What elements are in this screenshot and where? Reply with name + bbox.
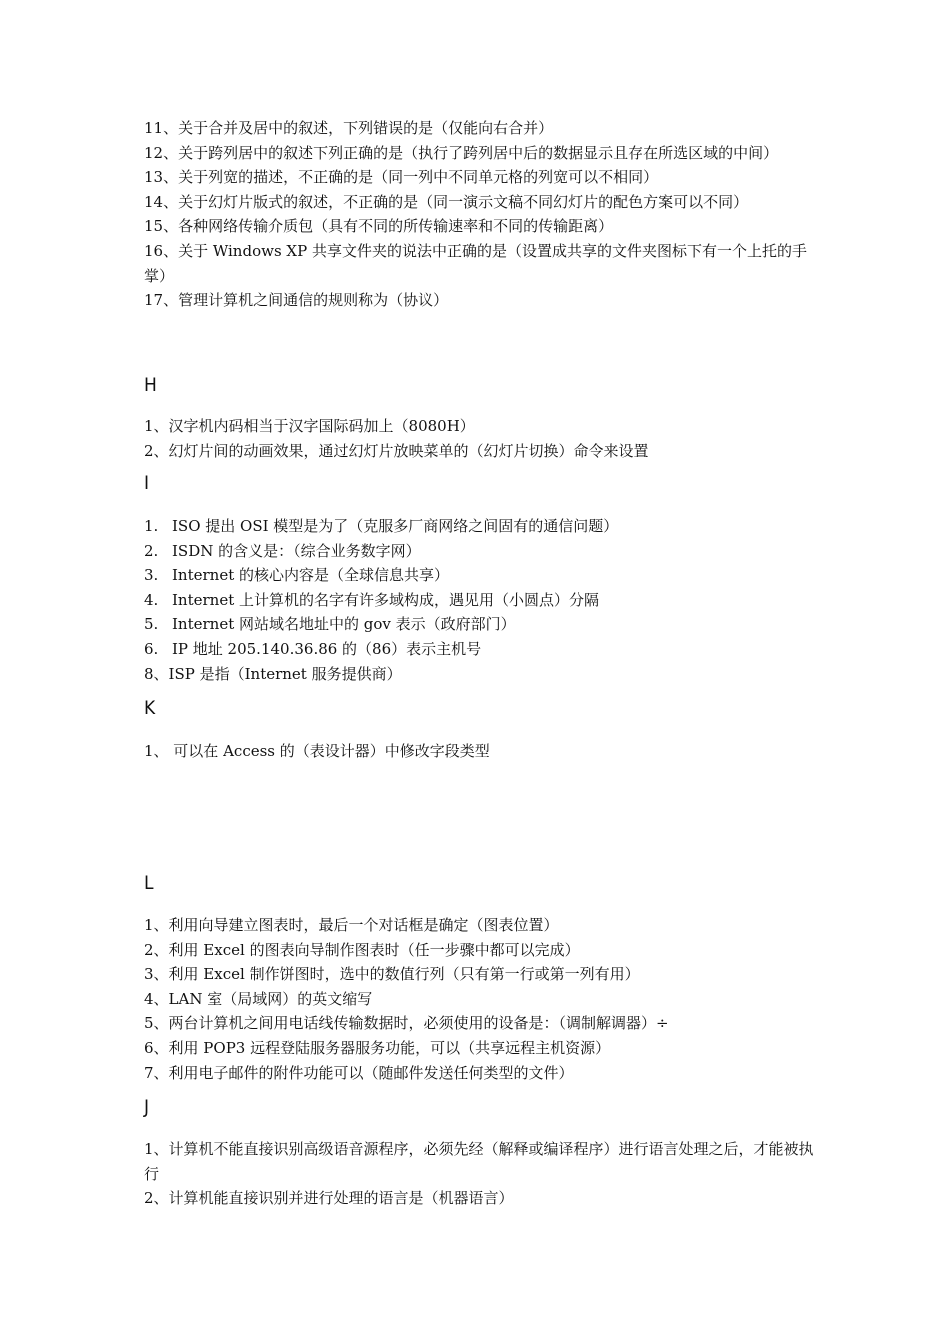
list-item: 2、幻灯片间的动画效果，通过幻灯片放映菜单的（幻灯片切换）命令来设置 [144,441,649,460]
list-item [144,637,816,662]
list-item [144,514,816,539]
list-item [144,612,816,637]
list-item: 11、关于合并及居中的叙述，下列错误的是（仅能向右合并） [144,119,554,137]
section-l-list [144,913,816,1085]
list-item: 13、关于列宽的描述，不正确的是（同一列中不同单元格的列宽可以不相同） [144,168,659,187]
list-item: 14、关于幻灯片版式的叙述，不正确的是（同一演示文稿不同幻灯片的配色方案可以不同） [144,192,749,211]
list-item: 4、LAN 室（局域网）的英文缩写 [144,989,373,1008]
list-item: 1、 可以在 Access 的（表设计器）中修改字段类型 [144,742,490,760]
section-heading-j: J [144,1096,150,1118]
item-number: 3. [144,566,159,585]
list-item: 15、各种网络传输介质包（具有不同的所传输速率和不同的传输距离） [144,217,614,236]
list-item: 5、两台计算机之间用电话线传输数据时，必须使用的设备是：（调制解调器）÷ [144,1014,669,1033]
section-heading-i: I [144,472,150,494]
list-item: 7、利用电子邮件的附件功能可以（随邮件发送任何类型的文件） [144,1063,574,1082]
item-text: IP 地址 205.140.36.86 的（86）表示主机号 [172,639,482,658]
list-item: 12、关于跨列居中的叙述下列正确的是（执行了跨列居中后的数据显示且存在所选区域的中间） [144,143,779,162]
list-item [144,539,816,564]
section-heading-k: K [144,697,156,719]
list-item: 2、计算机能直接识别并进行处理的语言是（机器语言） [144,1189,514,1208]
item-number: 4. [144,590,159,609]
list-item: 8、ISP 是指（Internet 服务提供商） [144,664,402,683]
list-item: 1、利用向导建立图表时，最后一个对话框是确定（图表位置） [144,916,559,934]
item-text: ISDN 的含义是：（综合业务数字网） [172,541,421,560]
item-number: 5. [144,615,159,634]
list-item: 17、管理计算机之间通信的规则称为（协议） [144,291,449,310]
item-text: Internet 网站域名地址中的 gov 表示（政府部门） [172,615,516,634]
list-item: 2、利用 Excel 的图表向导制作图表时（任一步骤中都可以完成） [144,940,580,959]
list-item: 6、利用 POP3 远程登陆服务器服务功能，可以（共享远程主机资源） [144,1038,611,1057]
list-item [144,588,816,613]
list-item [144,563,816,588]
list-item: 1、计算机不能直接识别高级语音源程序，必须先经（解释或编译程序）进行语言处理之后，才能被执行 [144,1140,814,1183]
item-number: 1. [144,517,159,535]
section-g-list [144,116,816,313]
list-item: 1、汉字机内码相当于汉字国际码加上（8080H） [144,417,475,435]
section-heading-l: L [144,872,154,894]
section-j-list [144,1137,816,1211]
list-item: 16、关于 Windows XP 共享文件夹的说法中正确的是（设置成共享的文件夹图标下有一个上托的手掌） [144,241,807,285]
section-h-list [144,414,816,463]
list-item: 3、利用 Excel 制作饼图时，选中的数值行列（只有第一行或第一列有用） [144,965,640,984]
item-text: Internet 的核心内容是（全球信息共享） [172,566,449,585]
section-k-list [144,739,816,764]
section-heading-h: H [144,374,157,396]
item-text: ISO 提出 OSI 模型是为了（克服多厂商网络之间固有的通信问题） [172,517,619,535]
item-number: 2. [144,541,159,560]
item-number: 6. [144,639,159,658]
item-text: Internet 上计算机的名字有许多域构成，遇见用（小圆点）分隔 [172,590,599,609]
section-i-list [144,514,816,686]
